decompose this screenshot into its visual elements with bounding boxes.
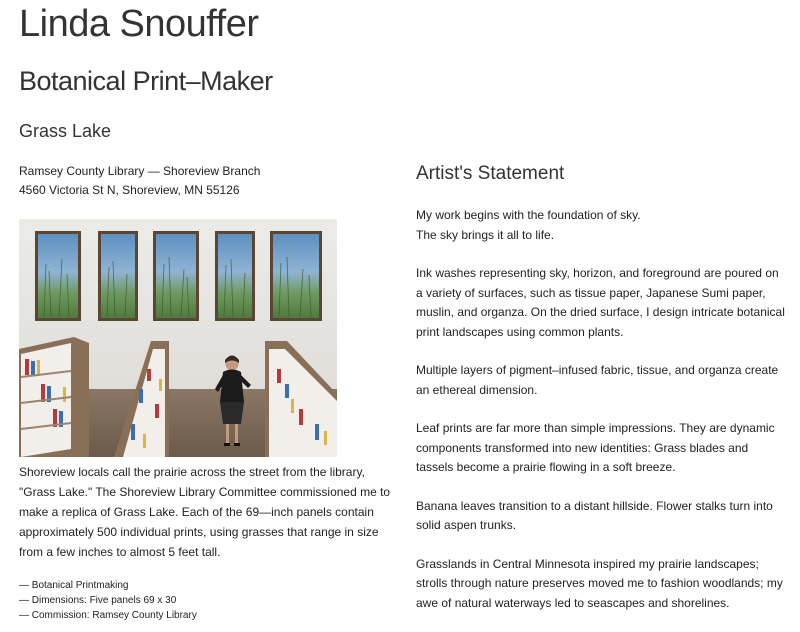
statement-paragraph: Leaf prints are far more than simple impressions. They are dynamic components transformed into new identities: Grass blades and tassels become a prairie flowing in a soft breeze. (416, 421, 775, 474)
statement-paragraph: Ink washes representing sky, horizon, and foreground are poured on a variety of surfaces, such as tissue paper, Japanese Sumi paper, muslin, and organza. On the dried surface, I design intricate botanical print landscapes using common plants. (416, 266, 785, 339)
detail-commission: — Commission: Ramsey County Library (19, 610, 197, 621)
statement-paragraph (416, 206, 786, 245)
statement-paragraph: Grasslands in Central Minnesota inspired my prairie landscapes; strolls through nature preserves moved me to fashion woodlands; my awe of natural waterways led to seascapes and shorelines. (416, 556, 783, 610)
detail-medium: — Botanical Printmaking (19, 580, 129, 591)
venue-address: 4560 Victoria St N, Shoreview, MN 55126 (19, 183, 240, 197)
library-installation-image (19, 219, 337, 457)
venue-name: Ramsey County Library — Shoreview Branch (19, 164, 261, 178)
artwork-photo (19, 219, 337, 457)
work-title: Grass Lake (19, 121, 112, 141)
artist-statement (416, 206, 786, 632)
artist-role: Botanical Print–Maker (19, 66, 273, 96)
artwork-description: Shoreview locals call the prairie across the street from the library, "Grass Lake." The Shoreview Library Committee commissioned me to make a replica of Grass Lake. Each of the 69—inch panels contain approximately 500 individual prints, using grasses that range in size from a few inches to almost 5 feet tall. (19, 465, 391, 559)
artist-name: Linda Snouffer (19, 3, 259, 45)
artwork-details (19, 578, 197, 623)
statement-paragraph: Banana leaves transition to a distant hillside. Flower stalks turn into solid aspen trunks. (416, 498, 773, 532)
statement-paragraph: Multiple layers of pigment–infused fabric, tissue, and organza create an ethereal dimension. (416, 363, 779, 397)
statement-line: My work begins with the foundation of sky. (416, 208, 641, 222)
venue-info (19, 162, 260, 200)
print-panels (35, 231, 322, 321)
detail-dimensions: — Dimensions: Five panels 69 x 30 (19, 595, 177, 606)
statement-line: The sky brings it all to life. (416, 227, 555, 242)
statement-heading: Artist's Statement (416, 163, 565, 184)
